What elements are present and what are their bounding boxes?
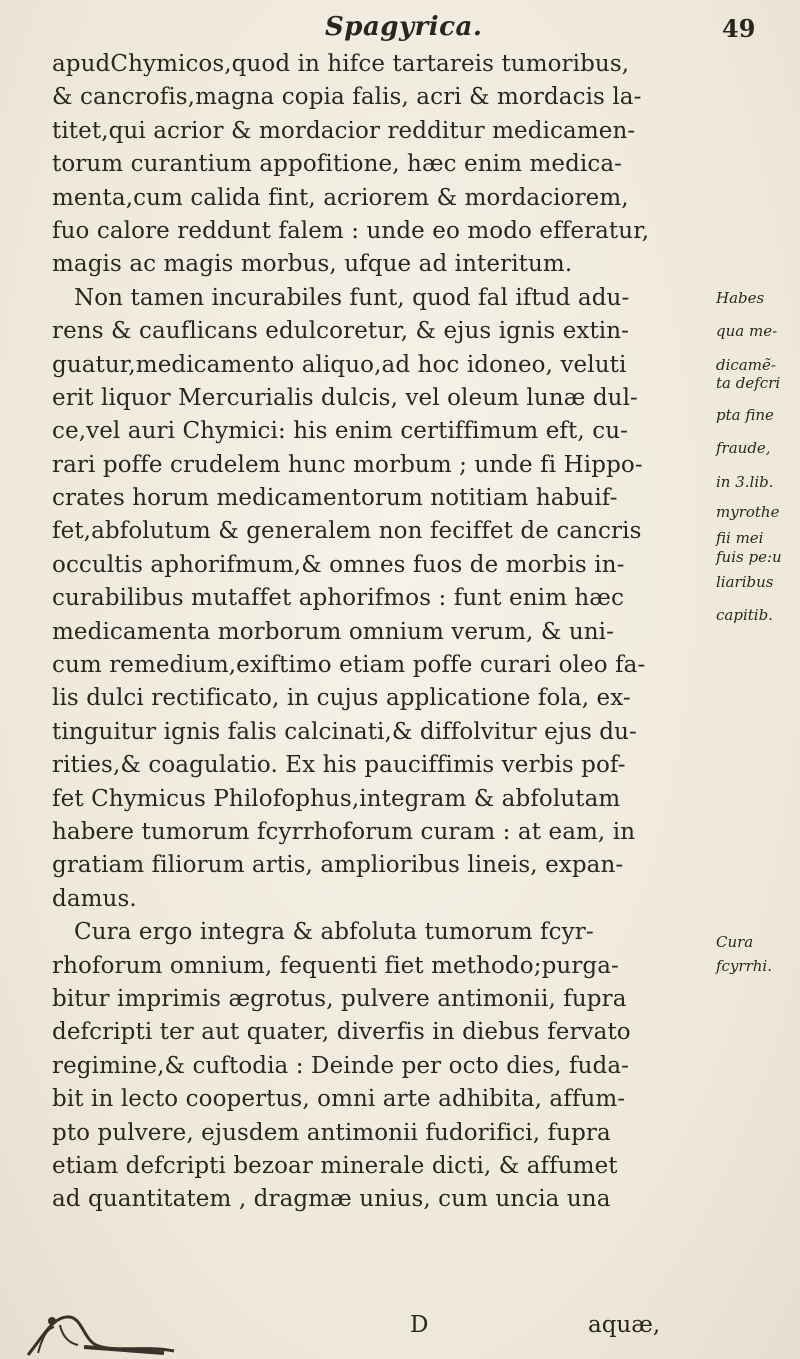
running-title: Spagyrica.: [325, 12, 483, 42]
text-line: regimine,& cuftodia : Deinde per octo dies, fuda-: [52, 1052, 630, 1079]
text-line: ce,vel auri Chymici: his enim certiffimum eft, cu-: [52, 418, 628, 445]
text-line: Non tamen incurabiles funt, quod fal iftud adu-: [74, 284, 630, 311]
page-number: 49: [722, 14, 756, 43]
text-line: fet,abfolutum & generalem non feciffet de cancris: [52, 518, 642, 545]
text-line: apudChymicos,quod in hifce tartareis tumoribus,: [52, 51, 630, 77]
text-line: rhoforum omnium, fequenti fiet methodo;purga-: [52, 952, 619, 979]
margin-note: Habes: [716, 288, 765, 307]
printers-ornament-icon: [24, 1295, 184, 1359]
text-line: magis ac magis morbus, ufque ad interitum.: [52, 251, 573, 278]
text-line: bitur imprimis ægrotus, pulvere antimonii, fupra: [52, 985, 627, 1012]
catchword: aquæ,: [588, 1312, 661, 1338]
text-line: tinguitur ignis falis calcinati,& diffolvitur ejus du-: [52, 718, 637, 745]
signature-mark: D: [410, 1312, 429, 1338]
text-line: bit in lecto coopertus, omni arte adhibita, affum-: [52, 1086, 626, 1113]
text-line: rari poffe crudelem hunc morbum ; unde fi Hippo-: [52, 451, 643, 478]
text-line: occultis aphorifmum,& omnes fuos de morbis in-: [52, 551, 625, 578]
text-line: erit liquor Mercurialis dulcis, vel oleum lunæ dul-: [52, 384, 638, 411]
text-line: torum curantium appofitione, hæc enim medica-: [52, 151, 623, 178]
margin-note: qua me-: [716, 322, 778, 341]
text-line: fuo calore reddunt falem : unde eo modo efferatur,: [52, 217, 650, 244]
text-line: etiam defcripti bezoar minerale dicti, & affumet: [52, 1152, 618, 1179]
text-line: medicamenta morborum omnium verum, & uni-: [52, 618, 614, 645]
text-line: damus.: [52, 885, 137, 912]
text-line: & cancrofis,magna copia falis, acri & mordacis la-: [52, 84, 642, 111]
main-text-block: [52, 48, 712, 1217]
margin-note: fcyrrhi.: [716, 956, 772, 975]
text-line: titet,qui acrior & mordacior redditur medicamen-: [52, 117, 636, 144]
text-line: defcripti ter aut quater, diverfis in diebus fervato: [52, 1019, 631, 1046]
text-line: guatur,medicamento aliquo,ad hoc idoneo, veluti: [52, 351, 627, 378]
text-line: rens & cauflicans edulcoretur, & ejus ignis extin-: [52, 318, 630, 345]
margin-note: fraude,: [716, 439, 771, 458]
margin-note: liaribus: [716, 572, 774, 591]
margin-note: capitib.: [716, 606, 773, 625]
page-header: [0, 8, 800, 48]
margin-note: fii mei: [716, 529, 764, 548]
margin-note: fuis pe:u: [716, 547, 782, 566]
text-line: gratiam filiorum artis, amplioribus lineis, expan-: [52, 852, 624, 879]
text-line: lis dulci rectificato, in cujus applicatione fola, ex-: [52, 685, 631, 712]
text-line: menta,cum calida fint, acriorem & mordaciorem,: [52, 184, 629, 211]
text-line: fet Chymicus Philofophus,integram & abfolutam: [52, 785, 621, 812]
text-line: pto pulvere, ejusdem antimonii fudorifici, fupra: [52, 1119, 611, 1146]
margin-note: dicamẽ-: [716, 355, 776, 374]
text-line: Cura ergo integra & abfoluta tumorum fcyr-: [74, 919, 594, 946]
text-line: ad quantitatem , dragmæ unius, cum uncia una: [52, 1186, 611, 1213]
margin-note: Cura: [716, 933, 754, 952]
text-line: cum remedium,exiftimo etiam poffe curari oleo fa-: [52, 652, 646, 679]
margin-note: in 3.lib.: [716, 472, 774, 491]
text-line: curabilibus mutaffet aphorifmos : funt enim hæc: [52, 585, 625, 612]
text-line: rities,& coagulatio. Ex his pauciffimis verbis pof-: [52, 752, 626, 779]
text-line: habere tumorum fcyrrhoforum curam : at eam, in: [52, 818, 636, 845]
margin-note: myrothe: [716, 502, 780, 521]
margin-note: ta defcri: [716, 373, 781, 392]
text-line: crates horum medicamentorum notitiam habuif-: [52, 485, 618, 512]
margin-note: pta fine: [716, 405, 774, 424]
